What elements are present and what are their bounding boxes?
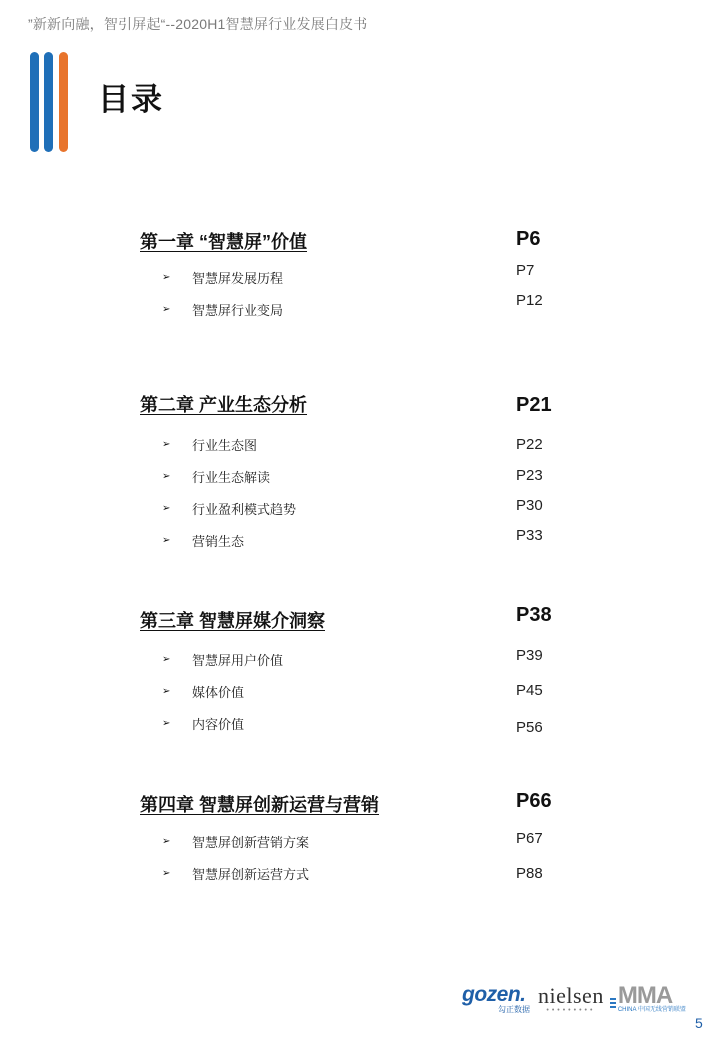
blue-bar (44, 52, 53, 152)
chapter-3-title[interactable]: 第三章 智慧屏媒介洞察 (140, 611, 325, 631)
mma-stripes-icon (610, 996, 616, 1008)
partner-logos (462, 980, 712, 1014)
toc-item-page: P56 (516, 719, 543, 736)
toc-item[interactable] (162, 832, 309, 851)
orange-bar (59, 52, 68, 152)
toc-item-label: 行业生态解读 (192, 470, 271, 485)
toc-item-page: P39 (516, 647, 543, 664)
header-title: ”新新向融，智引屏起“--2020H1智慧屏行业发展白皮书 (28, 16, 368, 32)
toc-item[interactable] (162, 531, 244, 550)
bullet-arrow-icon: ➢ (162, 503, 171, 514)
toc-item[interactable] (162, 499, 296, 518)
toc-item-label: 营销生态 (192, 534, 245, 549)
page-title: 目录 (98, 82, 164, 117)
mma-logo-word: MMA (617, 982, 673, 1009)
toc-item-label: 智慧屏创新运营方式 (192, 867, 310, 882)
toc-item-label: 智慧屏用户价值 (192, 653, 284, 668)
bullet-arrow-icon: ➢ (162, 868, 171, 879)
toc-item-page: P33 (516, 527, 543, 544)
bullet-arrow-icon: ➢ (162, 272, 171, 283)
gozen-logo-word: gozen. (462, 983, 526, 1006)
toc-item[interactable] (162, 435, 257, 454)
toc-item-label: 智慧屏发展历程 (192, 271, 284, 286)
toc-item-page: P22 (516, 436, 543, 453)
gozen-logo (462, 985, 530, 1014)
page-number: 5 (695, 1015, 703, 1031)
blue-bar (30, 52, 39, 152)
toc-item[interactable] (162, 682, 244, 701)
chapter-4-page: P66 (516, 790, 552, 812)
mma-logo-sub: CHINA 中国无线营销联盟 (617, 1007, 686, 1013)
toc-item[interactable] (162, 714, 244, 733)
toc-item[interactable] (162, 650, 283, 669)
bullet-arrow-icon: ➢ (162, 686, 171, 697)
nielsen-logo-dots: ••••••••• (546, 1007, 596, 1014)
toc-item-label: 内容价值 (192, 717, 245, 732)
decorative-bars (30, 52, 72, 154)
toc-item[interactable] (162, 268, 283, 287)
toc-item-label: 智慧屏行业变局 (192, 303, 284, 318)
bullet-arrow-icon: ➢ (162, 439, 171, 450)
chapter-1-title[interactable]: 第一章 “智慧屏”价值 (140, 232, 308, 252)
gozen-logo-sub: 勾正数据 (498, 1005, 530, 1014)
chapter-2-title[interactable]: 第二章 产业生态分析 (140, 395, 308, 415)
chapter-1-page: P6 (516, 228, 541, 250)
chapter-3-page: P38 (516, 604, 552, 626)
bullet-arrow-icon: ➢ (162, 836, 171, 847)
toc-item-page: P12 (516, 292, 543, 309)
toc-item-page: P67 (516, 830, 543, 847)
toc-item-page: P7 (516, 262, 535, 279)
toc-item-label: 行业生态图 (192, 438, 258, 453)
bullet-arrow-icon: ➢ (162, 718, 171, 729)
toc-item-page: P30 (516, 497, 543, 514)
toc-item[interactable] (162, 864, 309, 883)
bullet-arrow-icon: ➢ (162, 304, 171, 315)
toc-item-label: 行业盈利模式趋势 (192, 502, 297, 517)
mma-logo (610, 982, 686, 1014)
toc-item-label: 媒体价值 (192, 685, 245, 700)
bullet-arrow-icon: ➢ (162, 535, 171, 546)
toc-item-label: 智慧屏创新营销方案 (192, 835, 310, 850)
bullet-arrow-icon: ➢ (162, 471, 171, 482)
bullet-arrow-icon: ➢ (162, 654, 171, 665)
toc-item[interactable] (162, 300, 283, 319)
toc-item-page: P88 (516, 865, 543, 882)
chapter-2-page: P21 (516, 394, 552, 416)
chapter-4-title[interactable]: 第四章 智慧屏创新运营与营销 (140, 795, 379, 815)
toc-item-page: P23 (516, 467, 543, 484)
nielsen-logo-word: nielsen (538, 983, 604, 1008)
nielsen-logo (538, 985, 604, 1014)
toc-item-page: P45 (516, 682, 543, 699)
toc-item[interactable] (162, 467, 270, 486)
